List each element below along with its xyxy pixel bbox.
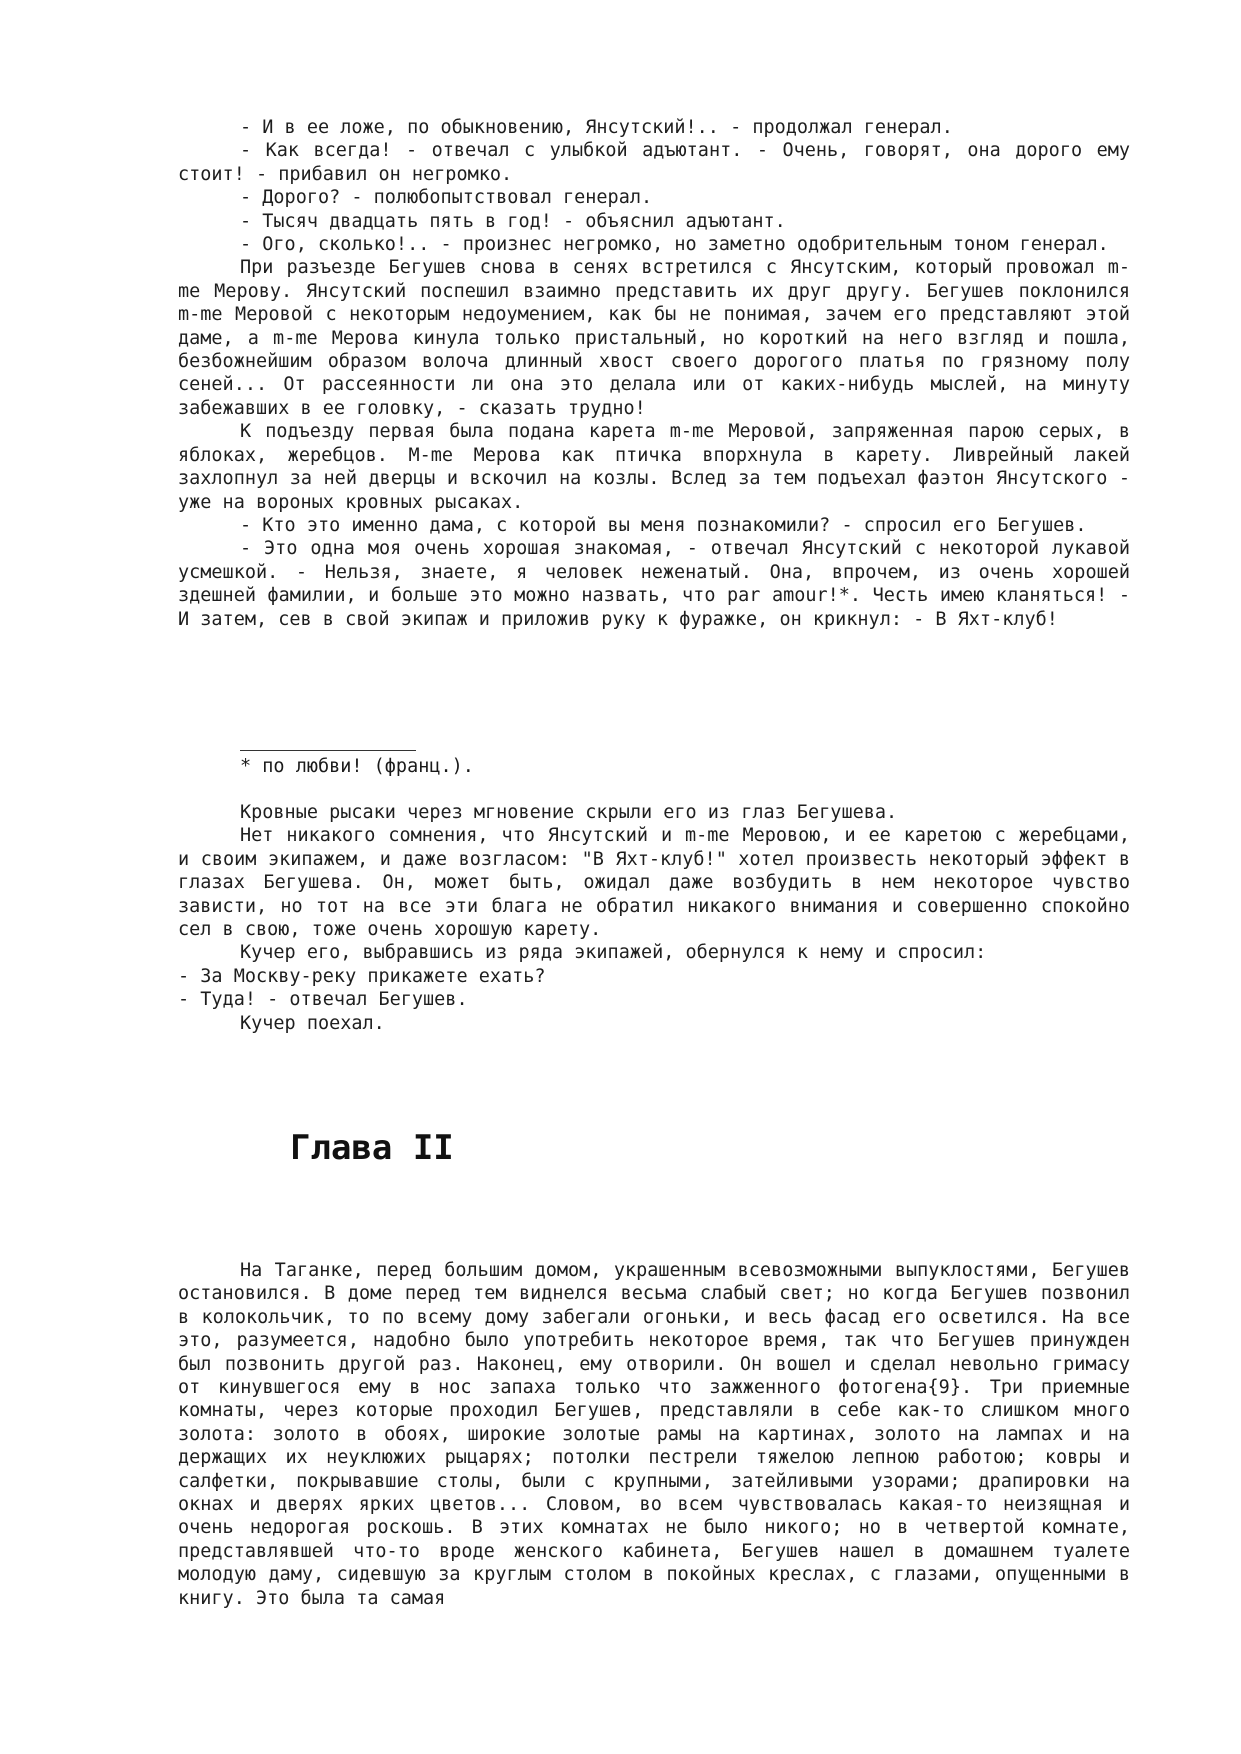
paragraph: - Туда! - отвечал Бегушев. [178,989,468,1011]
paragraph: При разъезде Бегушев снова в сенях встретился с Янсутским, который провожал m-me Мерову. Янсутский поспешил взаимно представить их друг другу. Бегушев поклонился m-me Меровой с некоторым недоумением, как бы не понимая, зачем его представляют этой даме, а m-me Мерова кинула только пристальный, но короткий на него взгляд и пошла, безбожнейшим образом волоча длинный хвост своего дорогого платья по грязному полу сеней... От рассеянности ли она это делала или от каких-нибудь мыслей, на минуту забежавших в ее головку, - сказать трудно! [178,257,1130,419]
paragraph: - Дорого? - полюбопытствовал генерал. [240,187,653,209]
footnote-divider [240,750,416,751]
paragraph: - За Москву-реку прикажете ехать? [178,965,546,987]
paragraph: - Как всегда! - отвечал с улыбкой адъютант. - Очень, говорят, она дорого ему стоит! - прибавил он негромко. [178,140,1130,185]
footnote: * по любви! (франц.). [240,756,474,777]
paragraph: Кучер его, выбравшись из ряда экипажей, обернулся к нему и спросил: [240,942,987,964]
text-block-top [178,116,1130,631]
paragraph: - Кто это именно дама, с которой вы меня познакомили? - спросил его Бегушев. [240,514,1087,536]
paragraph: - И в ее ложе, по обыкновению, Янсутский!.. - продолжал генерал. [240,117,953,138]
chapter-heading: Глава II [290,1128,454,1168]
paragraph: К подъезду первая была подана карета m-me Меровой, запряженная парою серых, в яблоках, жеребцов. M-me Мерова как птичка впорхнула в карету. Ливрейный лакей захлопнул за ней дверцы и вскочил на козлы. Вслед за тем подъехал фаэтон Янсутского - уже на вороных кровных рысаках. [178,421,1130,513]
paragraph: Кровные рысаки через мгновение скрыли его из глаз Бегушева. [240,802,898,823]
paragraph: Кучер поехал. [240,1012,385,1034]
paragraph: - Ого, сколько!.. - произнес негромко, но заметно одобрительным тоном генерал. [240,234,1109,256]
paragraph: - Это одна моя очень хорошая знакомая, - отвечал Янсутский с некоторой лукавой усмешкой. - Нельзя, знаете, я человек неженатый. Она, впрочем, из очень хорошей здешней фамилии, и больше это можно назвать, что par amour!*. Честь имею кланяться! - И затем, сев в свой экипаж и приложив руку к фуражке, он крикнул: - В Яхт-клуб! [178,538,1130,630]
paragraph: Нет никакого сомнения, что Янсутский и m-me Меровою, и ее каретою с жеребцами, и своим экипажем, и даже возгласом: "В Яхт-клуб!" хотел произвесть некоторый эффект в глазах Бегушева. Он, может быть, ожидал даже возбудить в нем некоторое чувство зависти, но тот на все эти блага не обратил никакого внимания и совершенно спокойно сел в свою, тоже очень хорошую карету. [178,825,1130,941]
paragraph: На Таганке, перед большим домом, украшенным всевозможными выпуклостями, Бегушев остановился. В доме перед тем виднелся весьма слабый свет; но когда Бегушев позвонил в колокольчик, то по всему дому забегали огоньки, и весь фасад его осветился. На все это, разумеется, надобно было употребить некоторое время, так что Бегушев принужден был позвонить другой раз. Наконец, ему отворили. Он вошел и сделал невольно гримасу от кинувшегося ему в нос запаха только что зажженного фотогена{9}. Три приемные комнаты, через которые проходил Бегушев, представляли в себе как-то слишком много золота: золото в обоях, широкие золотые рамы на картинах, золото на лампах и на держащих их неуклюжих рыцарях; потолки пестрели тяжелою лепною работою; ковры и салфетки, покрывавшие столы, были с крупными, затейливыми узорами; драпировки на окнах и дверях ярких цветов... Словом, во всем чувствовалась какая-то неизящная и очень недорогая роскошь. В этих комнатах не было никого; но в четвертой комнате, представлявшей что-то вроде женского кабинета, Бегушев нашел в домашнем туалете молодую даму, сидевшую за круглым столом в покойных креслах, с глазами, опущенными в книгу. Это была та самая [178,1260,1130,1609]
paragraph: - Тысяч двадцать пять в год! - объяснил адъютант. [240,210,786,232]
text-block-middle [178,801,1130,1035]
text-block-bottom [178,1259,1130,1610]
